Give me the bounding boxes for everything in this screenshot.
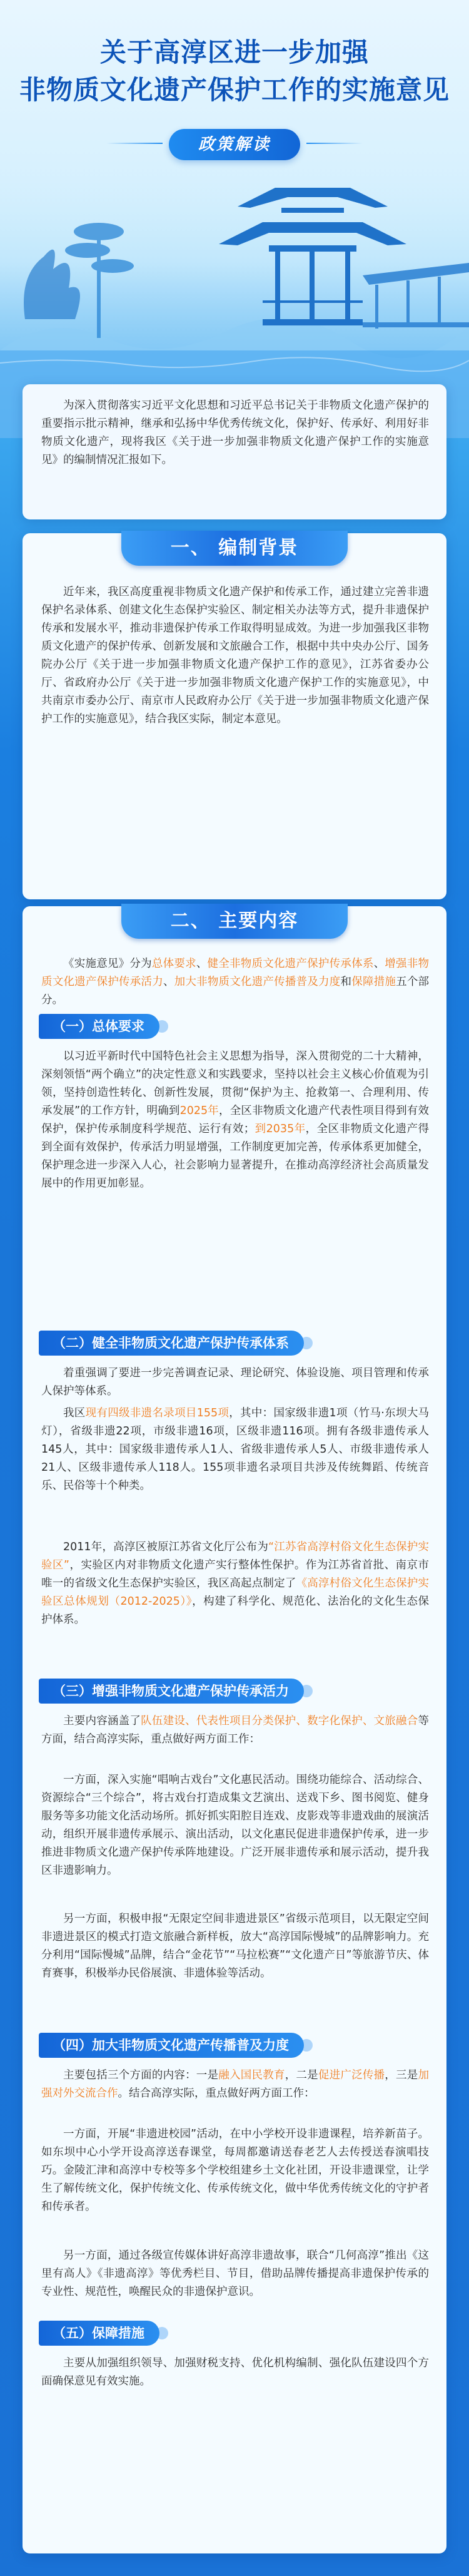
subheading-protection-system: （二）健全非物质文化遗产保护传承体系 [39,1331,304,1356]
protection-system-text-3: 2011年，高淳区被原江苏省文化厅公布为“江苏省高淳村俗文化生态保护实验区”，实验区内对非物质文化遗产实行整体性保护。作为江苏省首批、南京市唯一的省级文化生态保护实验区，我区高起点制定了《高淳村俗文化生态保护实验区总体规划（2012-2025）》，构建了科学化、规范化、法治化的文化生态保护体系。 [41,1541,430,1626]
intro-text: 为深入贯彻落实习近平文化思想和习近平总书记关于非物质文化遗产保护的重要指示批示精神，继承和弘扬中华优秀传统文化，保护好、传承好、利用好非物质文化遗产，现将我区《关于进一步加强非物质文化遗产保护工作的实施意见》的编制情况汇报如下。 [41,399,429,466]
subheading-spread: （四）加大非物质文化遗产传播普及力度 [39,2033,304,2058]
overall-requirements-text: 以习近平新时代中国特色社会主义思想为指导，深入贯彻党的二十大精神，深刻领悟“两个确立”的决定性意义和实践要求，坚持以社会主义核心价值观为引领，坚持创造性转化、创新性发展，贯彻“保护为主、抢救第一、合理利用、传承发展”的工作方针，明确到2025年，全区非物质文化遗产代表性项目得到有效保护，保护传承制度科学规范、运行有效；到2035年，全区非物质文化遗产得到全面有效保护，传承活力明显增强，工作制度更加完善，传承体系更加健全，保护理念进一步深入人心，社会影响力显著提升，在推动高淳经济社会高质量发展中的作用更加彰显。 [41,1050,430,1190]
highlight-guarantee: 保障措施 [351,976,396,988]
guarantee-text: 主要从加强组织领导、加强财税支持、优化机构编制、强化队伍建设四个方面确保意见有效实施。 [41,2357,429,2388]
protection-system-text-2: 我区现有四级非遗名录项目155项，其中：国家级非遗1项（竹马·东坝大马灯），省级非遗22项，市级非遗16项，区级非遗116项。拥有各级非遗传承人145人，其中：国家级非遗传承人1人、省级非遗传承人5人、市级非遗传承人21人、区级非遗传承人118人。155项非遗名录项目共涉及传统舞蹈、传统音乐、民俗等十个种类。 [41,1407,430,1492]
policy-badge: 政策解读 [169,129,300,160]
background-card [23,533,446,899]
overview-paragraph: 《实施意见》分为总体要求、健全非物质文化遗产保护传承体系、增强非物质文化遗产保护传承活力、加大非物质文化遗产传播普及力度和保障措施五个部分。 [41,958,430,1006]
intro-card [23,384,446,519]
highlight-vitality: 增强非物质文化遗产保护传承活力 [41,958,429,988]
spread-text-3: 另一方面，通过各级宣传媒体讲好高淳非遗故事，联合“几何高淳”推出《这里有高人》《非遗高淳》等优秀栏目、节目，借助品牌传播提高非遗保护传承的专业性、规范性，唤醒民众的非遗保护意识。 [41,2249,429,2298]
subheading-guarantee: （五）保障措施 [39,2321,159,2346]
spread-text-1: 主要包括三个方面的内容：一是融入国民教育，二是促进广泛传播，三是加强对外交流合作。结合高淳实际，重点做好两方面工作： [41,2069,429,2100]
vitality-text-3: 另一方面，积极申报“无限定空间非遗进景区”省级示范项目，以无限定空间非遗进景区的模式打造文旅融合新样板，放大“高淳国际慢城”的品牌影响力。充分利用“国际慢城”品牌，结合“金花节”“马拉松赛”“文化遗产日”等旅游节庆、体育赛事，积极举办民俗展演、非遗体验等活动。 [41,1913,429,1980]
page-title [0,34,469,109]
subheading-vitality: （三）增强非物质文化遗产保护传承活力 [39,1679,304,1704]
background-text: 近年来，我区高度重视非物质文化遗产保护和传承工作，通过建立完善非遗保护名录体系、创建文化生态保护实验区、制定相关办法等方式，提升非遗保护传承和发展水平，推动非遗保护传承工作取得明显成效。为进一步加强我区非物质文化遗产的保护传承、创新发展和文旅融合工作，根据中共中央办公厅、国务院办公厅《关于进一步加强非物质文化遗产保护工作的意见》，江苏省委办公厅、省政府办公厅《关于进一步加强非物质文化遗产保护工作的实施意见》，中共南京市委办公厅、南京市人民政府办公厅《关于进一步加强非物质文化遗产保护工作的实施意见》，结合我区实际，制定本意见。 [41,586,429,725]
title-line-1: 关于高淳区进一步加强 [99,37,369,68]
protection-system-text-1: 着重强调了要进一步完善调查记录、理论研究、体验设施、项目管理和传承人保护等体系。 [41,1367,429,1398]
subheading-overall-requirements: （一）总体要求 [39,1014,159,1039]
section-heading-main: 二、 主要内容 [121,904,348,939]
spread-text-2: 一方面，开展“非遗进校园”活动，在中小学校开设非遗课程，培养新苗子。如东坝中心小学开设高淳送春课堂，每周都邀请送春老艺人去传授送春演唱技巧。金陵汇津和高淳中专校等多个学校组建乡土文化社团，开设非遗课堂，让学生了解传统文化，保护传统文化、传承传统文化，做中华优秀传统文化的守护者和传承者。 [41,2128,429,2213]
main-content-card [23,906,446,2553]
section-heading-background: 一、 编制背景 [121,531,348,566]
highlight-spread: 加大非物质文化遗产传播普及力度 [174,976,341,988]
title-line-2: 非物质文化遗产保护工作的实施意见 [19,74,450,105]
vitality-text-2: 一方面，深入实施“唱响古戏台”文化惠民活动。围绕功能综合、活动综合、资源综合“三个综合”，将古戏台打造成集文艺演出、送戏下乡、图书阅览、健身服务等多功能文化活动场所。抓好抓实阳腔目连戏、皮影戏等非遗戏曲的展演活动，组织开展非遗传承展示、演出活动，以文化惠民促进非遗保护传承，进一步推进非物质文化遗产保护传承阵地建设。广泛开展非遗传承和展示活动，提升我区非遗影响力。 [41,1774,429,1877]
highlight-system: 健全非物质文化遗产保护传承体系 [207,958,374,970]
highlight-overall: 总体要求 [151,958,196,970]
vitality-text-1: 主要内容涵盖了队伍建设、代表性项目分类保护、数字化保护、文旅融合等方面，结合高淳实际，重点做好两方面工作： [41,1715,429,1745]
hero-banner [0,0,469,438]
